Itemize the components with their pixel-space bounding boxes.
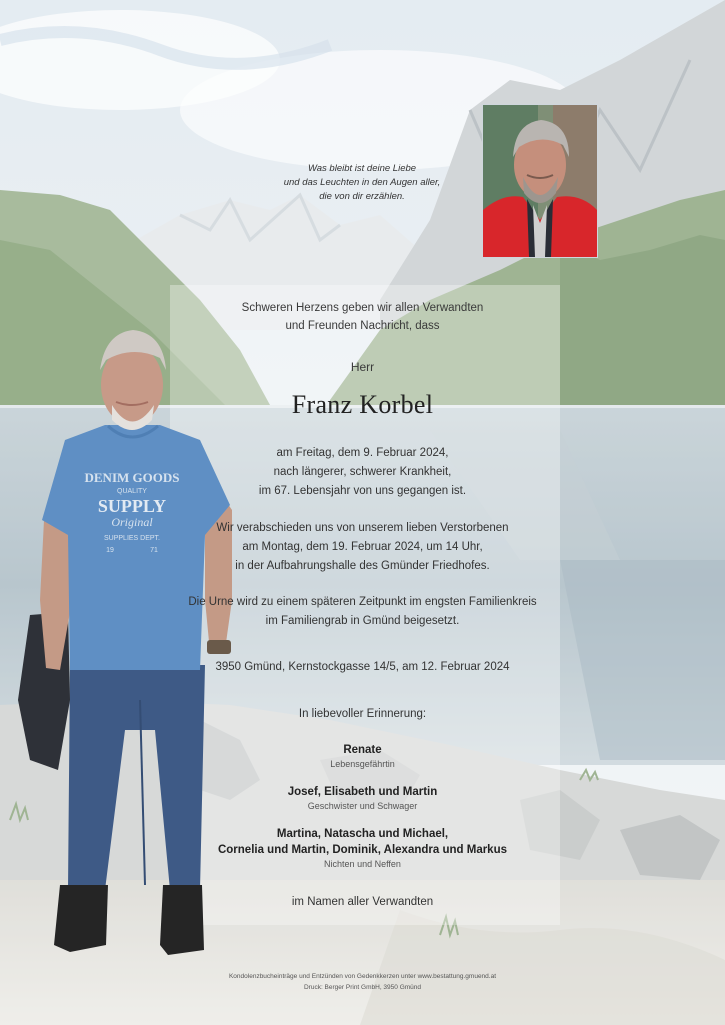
paragraph-line: in der Aufbahrungshalle des Gmünder Friedhofes. xyxy=(235,560,490,572)
mourner-relation: Nichten und Neffen xyxy=(324,859,401,869)
place-date: 3950 Gmünd, Kernstockgasse 14/5, am 12. Februar 2024 xyxy=(215,661,510,673)
death-paragraph xyxy=(180,444,545,501)
paragraph-line: im Familiengrab in Gmünd beigesetzt. xyxy=(265,615,460,627)
paragraph-line: am Montag, dem 19. Februar 2024, um 14 Uhr, xyxy=(242,541,483,553)
intro-line: Schweren Herzens geben wir allen Verwandten xyxy=(241,302,484,314)
mourner-names: Martina, Natascha und Michael, xyxy=(276,828,449,840)
mourner-names: Josef, Elisabeth und Martin xyxy=(287,786,438,798)
mourner-relation: Lebensgefährtin xyxy=(330,759,395,769)
quote-line: die von dir erzählen. xyxy=(319,191,405,202)
mourner-names: Cornelia und Martin, Dominik, Alexandra und Markus xyxy=(217,844,508,856)
intro-text xyxy=(180,299,545,335)
farewell-paragraph xyxy=(180,519,545,576)
salutation: Herr xyxy=(350,360,375,374)
mourner-group xyxy=(150,826,575,870)
closing-line: im Namen aller Verwandten xyxy=(291,896,434,908)
mourner-names: Renate xyxy=(343,744,382,756)
paragraph-line: am Freitag, dem 9. Februar 2024, xyxy=(276,447,449,459)
mourner-relation: Geschwister und Schwager xyxy=(307,801,418,811)
intro-line: und Freunden Nachricht, dass xyxy=(285,320,440,332)
paragraph-line: im 67. Lebensjahr von uns gegangen ist. xyxy=(258,485,467,497)
shirt-print-line-3: SUPPLY xyxy=(97,496,167,516)
urn-paragraph xyxy=(180,593,545,631)
paragraph-line: nach längerer, schwerer Krankheit, xyxy=(273,466,452,478)
mourner-group xyxy=(150,742,575,770)
quote-line: und das Leuchten in den Augen aller, xyxy=(283,177,441,188)
memorial-quote xyxy=(262,162,462,204)
footer-printer-note: Druck: Berger Print GmbH, 3950 Gmünd xyxy=(303,984,422,991)
shirt-print-line-1: DENIM GOODS xyxy=(84,470,180,485)
paragraph-line: Wir verabschieden uns von unserem lieben Verstorbenen xyxy=(216,522,509,534)
quote-line: Was bleibt ist deine Liebe xyxy=(307,163,417,174)
shirt-print-line-2: QUALITY xyxy=(117,488,147,495)
memory-line: In liebevoller Erinnerung: xyxy=(298,708,427,720)
paragraph-line: Die Urne wird zu einem späteren Zeitpunkt im engsten Familienkreis xyxy=(188,596,537,608)
deceased-name: Franz Korbel xyxy=(291,390,434,419)
portrait-photo xyxy=(482,104,598,258)
shirt-print-line-4: Original xyxy=(111,515,153,529)
shirt-print-line-5: SUPPLIES DEPT. xyxy=(103,535,161,542)
shirt-print-line-7: 71 xyxy=(150,547,158,554)
mourner-group xyxy=(150,784,575,812)
shirt-print-line-6: 19 xyxy=(106,547,114,554)
footer-condolence-note: Kondolenzbucheinträge und Entzünden von Gedenkkerzen unter www.bestattung.gmuend.at xyxy=(228,973,497,980)
